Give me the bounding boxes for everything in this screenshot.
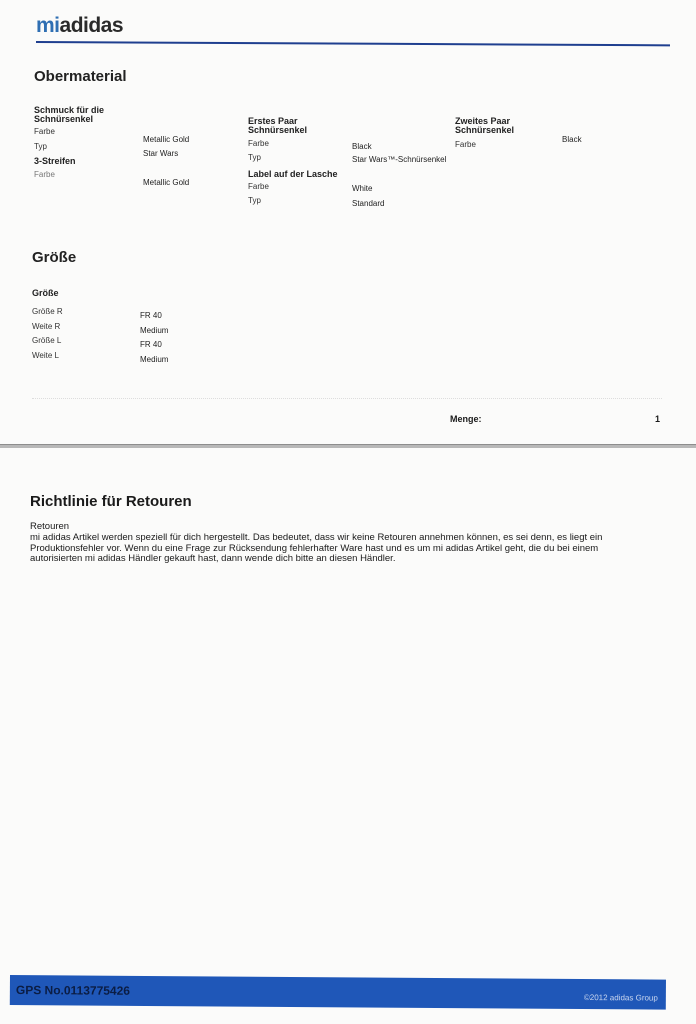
- streifen-farbe-value: Metallic Gold: [143, 178, 190, 187]
- erstes-paar-farbe-label: Farbe: [248, 139, 269, 148]
- gps-number: GPS No.0113775426: [15, 983, 131, 998]
- logo-prefix: mi: [36, 14, 60, 37]
- menge-separator: [32, 398, 662, 400]
- label-lasche-heading: Label auf der Lasche: [248, 169, 338, 179]
- erstes-paar-farbe-value: Black: [352, 142, 372, 151]
- erstes-paar-heading-line2: Schnürsenkel: [248, 125, 308, 135]
- page-divider: [0, 444, 696, 448]
- logo: [36, 14, 123, 38]
- size-row-label: Größe R: [32, 307, 63, 316]
- streifen-farbe-label: Farbe: [34, 170, 55, 179]
- menge-value: 1: [655, 414, 661, 424]
- label-lasche-typ-label: Typ: [248, 196, 261, 205]
- erstes-paar-heading-line1: Erstes Paar: [248, 116, 298, 126]
- schmuck-heading-line1: Schmuck für die: [34, 105, 105, 115]
- footer-bar: [10, 975, 666, 1010]
- size-row-value: Medium: [140, 326, 169, 335]
- zweites-paar-farbe-value: Black: [562, 135, 582, 144]
- groesse-title: Größe: [32, 249, 77, 266]
- label-lasche-typ-value: Standard: [352, 199, 385, 208]
- policy-title: Richtlinie für Retouren: [30, 493, 192, 510]
- groesse-subtitle: Größe: [32, 288, 59, 298]
- label-lasche-farbe-value: White: [352, 184, 373, 193]
- zweites-paar-farbe-label: Farbe: [455, 140, 476, 149]
- schmuck-farbe-value: Metallic Gold: [143, 135, 190, 144]
- obermaterial-title: Obermaterial: [34, 68, 127, 85]
- size-row-label: Größe L: [32, 336, 62, 345]
- schmuck-heading-line2: Schnürsenkel: [34, 114, 94, 124]
- schmuck-typ-value: Star Wars: [143, 149, 179, 158]
- header-rule: [36, 41, 670, 46]
- label-lasche-farbe-label: Farbe: [248, 182, 269, 191]
- schmuck-typ-label: Typ: [34, 142, 47, 151]
- zweites-paar-heading-line1: Zweites Paar: [455, 116, 511, 126]
- schmuck-farbe-label: Farbe: [34, 127, 55, 136]
- menge-label: Menge:: [450, 414, 482, 424]
- size-row-label: Weite R: [32, 322, 61, 331]
- size-row-value: Medium: [140, 355, 169, 364]
- streifen-heading: 3-Streifen: [34, 156, 76, 166]
- zweites-paar-heading-line2: Schnürsenkel: [455, 125, 515, 135]
- size-row-label: Weite L: [32, 351, 59, 360]
- logo-brand: adidas: [59, 14, 124, 37]
- erstes-paar-typ-value: Star Wars™-Schnürsenkel: [352, 155, 447, 164]
- erstes-paar-typ-label: Typ: [248, 153, 261, 162]
- policy-text: mi adidas Artikel werden speziell für dich hergestellt. Das bedeutet, dass wir keine Retouren annehmen können, es sei denn, es liegt ein Produktionsfehler vor. Wenn du eine Frage zur Rücksendung fehlerhafter Ware hast und es um mi adidas Artikel geht, die du bei einem autorisierten mi adidas Händler gekauft hast, dann wende dich bitte an diesen Händler.: [30, 532, 603, 564]
- copyright: ©2012 adidas Group: [583, 993, 658, 1003]
- size-row-value: FR 40: [140, 311, 162, 320]
- policy-subtitle: Retouren: [30, 521, 70, 532]
- size-row-value: FR 40: [140, 340, 162, 349]
